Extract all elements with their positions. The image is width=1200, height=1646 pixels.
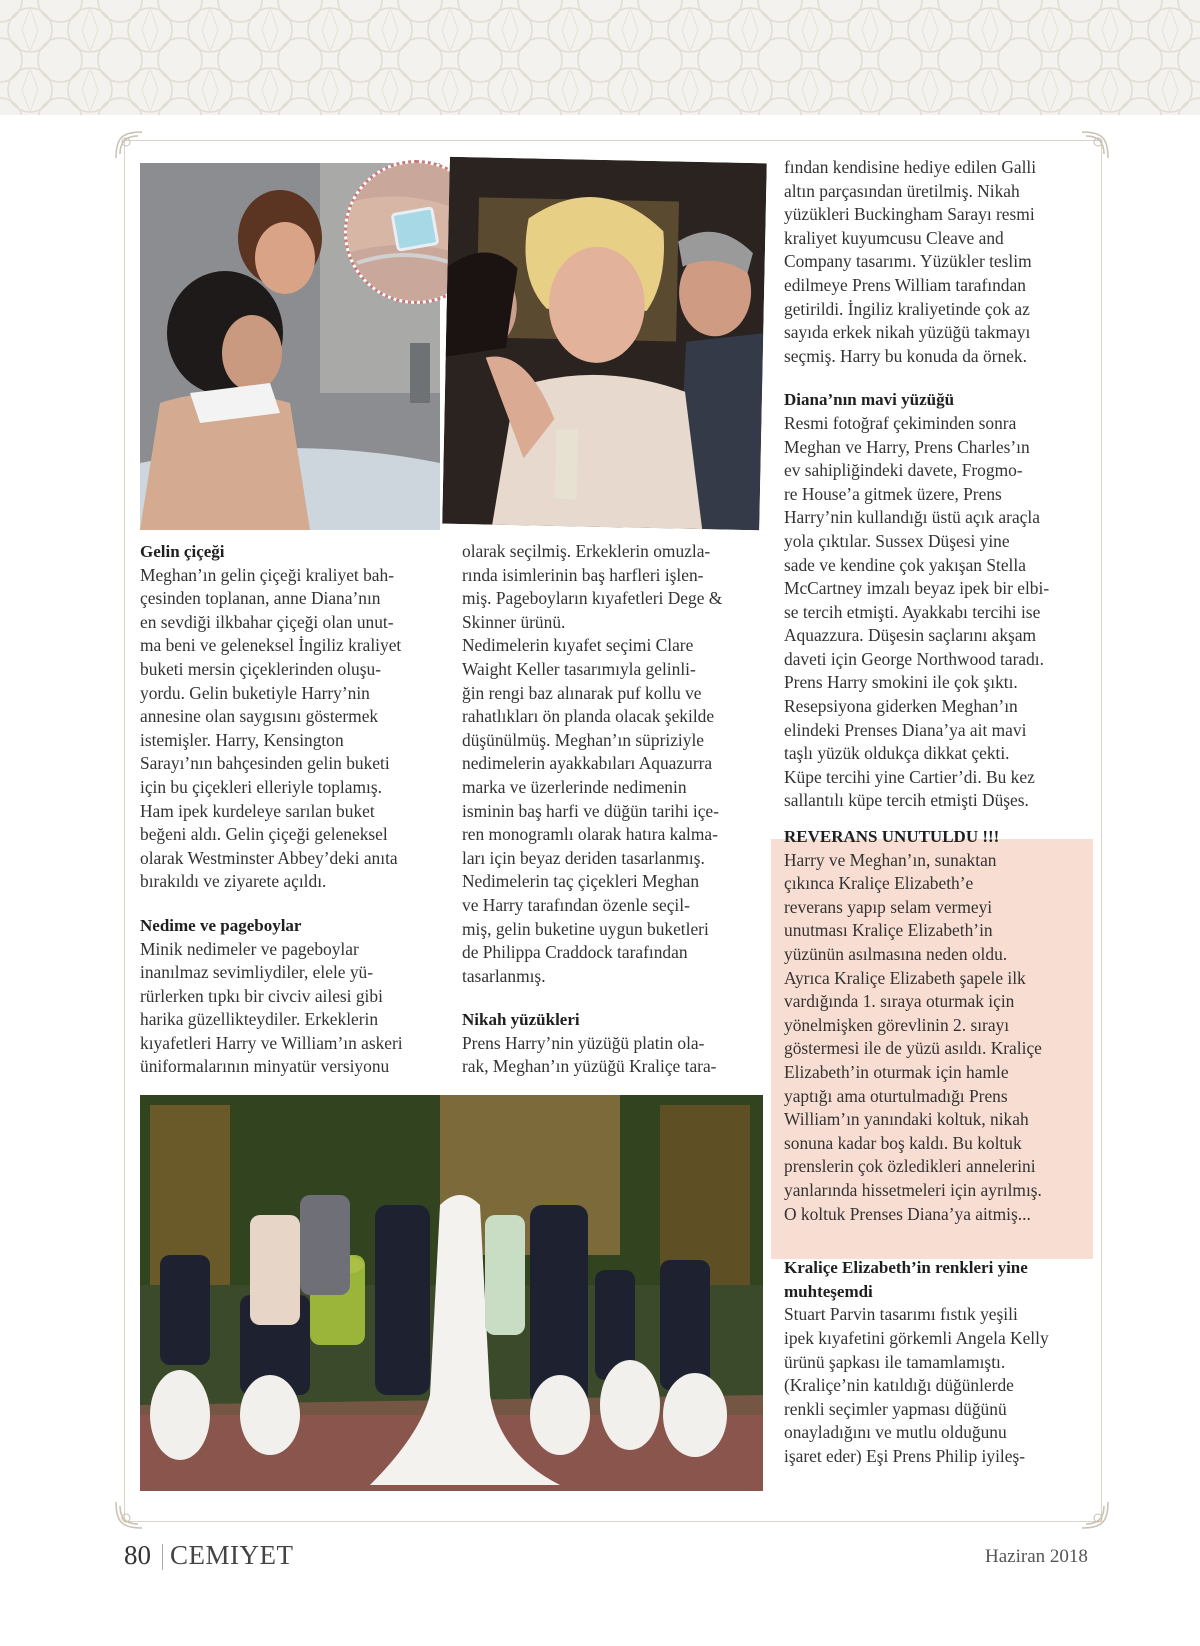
corner-ornament-icon (112, 1496, 148, 1532)
body-line: re House’a gitmek üzere, Prens (784, 483, 1002, 504)
body-line: Ham ipek kurdeleye sarılan buket (140, 800, 375, 821)
body-line: olarak Westminster Abbey’deki anıta (140, 847, 398, 868)
article-column-1 (140, 540, 440, 1079)
callout-line: çıkınca Kraliçe Elizabeth’e (784, 873, 974, 894)
body-line: Resepsiyona giderken Meghan’ın (784, 696, 1018, 717)
body-line: ürünü şapkası ile tamamlamıştı. (784, 1351, 1006, 1372)
body-line: Stuart Parvin tasarımı fıstık yeşili (784, 1304, 1018, 1325)
body-line: yola çıktılar. Sussex Düşesi yine (784, 530, 1010, 551)
body-line: Skinner ürünü. (462, 611, 566, 632)
body-line: buketi mersin çiçeklerinden oluşu- (140, 658, 381, 679)
body-line: ları için beyaz deriden tasarlanmış. (462, 847, 705, 868)
body-line: miş, gelin buketine uygun buketleri (462, 918, 709, 939)
body-line: marka ve üzerlerinde nedimenin (462, 776, 687, 797)
body-line: nedimelerin ayakkabıları Aquazurra (462, 753, 713, 774)
body-line: için bu çiçekleri elleriyle toplamış. (140, 776, 382, 797)
footer-divider (162, 1544, 163, 1570)
corner-ornament-icon (112, 128, 148, 164)
callout-line: göstermesi ile de yüzü asıldı. Kraliçe (784, 1038, 1042, 1059)
callout-line: Harry ve Meghan’ın, sunaktan (784, 849, 997, 870)
callout-line: prenslerin çok özledikleri annelerini (784, 1156, 1036, 1177)
corner-ornament-icon (1076, 1496, 1112, 1532)
section-heading-nedime: Nedime ve pageboylar (140, 915, 302, 935)
section-heading-diana-mavi-yuzuk: Diana’nın mavi yüzüğü (784, 390, 955, 410)
body-line: de Philippa Craddock tarafından (462, 942, 688, 963)
body-line: onayladığını ve mutlu olduğunu (784, 1422, 1007, 1443)
body-line: Waight Keller tasarımıyla gelinli- (462, 658, 696, 679)
body-line: rında isimlerinin baş harfleri işlen- (462, 564, 704, 585)
body-line: tasarlanmış. (462, 965, 546, 986)
body-line: seçmiş. Harry bu konuda da örnek. (784, 345, 1027, 366)
body-line: ve Harry tarafından özenle seçil- (462, 894, 690, 915)
body-line: taşlı yüzük oldukça dikkat çekti. (784, 743, 1010, 764)
section-heading-nikah-yuzukleri: Nikah yüzükleri (462, 1010, 580, 1030)
body-line: Nedimelerin taç çiçekleri Meghan (462, 871, 700, 892)
body-line: altın parçasından üretilmiş. Nikah (784, 180, 1020, 201)
body-line: getirildi. İngiliz kraliyetinde çok az (784, 298, 1030, 319)
article-column-3 (784, 156, 1084, 1468)
issue-date: Haziran 2018 (985, 1546, 1088, 1567)
body-line: Prens Harry’nin yüzüğü platin ola- (462, 1032, 705, 1053)
body-line: işaret eder) Eşi Prens Philip iyileş- (784, 1445, 1026, 1466)
body-line: ipek kıyafetini görkemli Angela Kelly (784, 1327, 1049, 1348)
body-line: üniformalarının minyatür versiyonu (140, 1056, 390, 1077)
callout-line: sonuna kadar boş kaldı. Bu koltuk (784, 1132, 1022, 1153)
body-line: kraliyet kuyumcusu Cleave and (784, 227, 1004, 248)
body-line: ma beni ve geleneksel İngiliz kraliyet (140, 635, 402, 656)
body-line: isminin baş harfi ve düğün tarihi içe- (462, 800, 719, 821)
body-line: en sevdiği ilkbahar çiçeği olan unut- (140, 611, 394, 632)
body-line: sade ve kendine çok yakışan Stella (784, 554, 1026, 575)
body-line: rahatlıkları ön planda olacak şekilde (462, 706, 715, 727)
body-line: ğin rengi baz alınarak puf kollu ve (462, 682, 702, 703)
callout-line: Elizabeth’in oturmak için hamle (784, 1061, 1009, 1082)
body-line: Company tasarımı. Yüzükler teslim (784, 251, 1032, 272)
callout-line: Ayrıca Kraliçe Elizabeth şapele ilk (784, 967, 1026, 988)
body-line: çesinden toplanan, anne Diana’nın (140, 588, 381, 609)
body-line: inanılmaz sevimliydiler, elele yü- (140, 962, 374, 983)
body-line: olarak seçilmiş. Erkeklerin omuzla- (462, 541, 711, 561)
callout-line: vardığında 1. sıraya oturmak için (784, 991, 1015, 1012)
diana-portrait-photo (442, 157, 767, 531)
callout-line: yaptığı ama oturtulmadığı Prens (784, 1085, 1008, 1106)
magazine-brand: CEMIYET (170, 1540, 294, 1570)
body-line: Harry’nin kullandığı üstü açık araçla (784, 507, 1040, 528)
body-line: yüzükleri Buckingham Sarayı resmi (784, 204, 1035, 225)
body-line: renkli seçimler yapması düğünü (784, 1398, 1007, 1419)
body-line: rak, Meghan’ın yüzüğü Kraliçe tara- (462, 1056, 717, 1077)
body-line: harika güzellikteydiler. Erkeklerin (140, 1009, 379, 1030)
body-line: kıyafetleri Harry ve William’ın askeri (140, 1032, 403, 1053)
body-line: edilmeye Prens William tarafından (784, 274, 1026, 295)
body-line: beğeni aldı. Gelin çiçeği geleneksel (140, 824, 388, 845)
body-line: miş. Pageboyların kıyafetleri Dege & (462, 588, 723, 609)
body-line: fından kendisine hediye edilen Galli (784, 157, 1037, 177)
section-heading-kralice-renkler: Kraliçe Elizabeth’in renkleri yine (784, 1258, 1028, 1278)
page-number: 80 (124, 1540, 151, 1570)
callout-line: reverans yapıp selam vermeyi (784, 896, 993, 917)
section-heading-kralice-renkler-2: muhteşemdi (784, 1281, 873, 1301)
body-line: (Kraliçe’nin katıldığı düğünlerde (784, 1375, 1014, 1396)
body-line: ev sahipliğindeki davete, Frogmo- (784, 460, 1023, 481)
body-line: Meghan’ın gelin çiçeği kraliyet bah- (140, 564, 394, 585)
body-line: Sarayı’nın bahçesinden gelin buketi (140, 753, 390, 774)
body-line: daveti için George Northwood taradı. (784, 648, 1044, 669)
body-line: Minik nedimeler ve pageboylar (140, 938, 359, 959)
body-line: rürlerken tıpkı bir civciv ailesi gibi (140, 985, 383, 1006)
body-line: sallantılı küpe tercih etmişti Düşes. (784, 790, 1029, 811)
article-column-2 (462, 540, 762, 1079)
body-line: annesine olan saygısını göstermek (140, 706, 379, 727)
callout-title: REVERANS UNUTULDU !!! (784, 827, 1000, 847)
callout-line: unutması Kraliçe Elizabeth’in (784, 920, 993, 941)
callout-line: yüzünün asılmasına neden oldu. (784, 944, 1008, 964)
body-line: se tercih etmişti. Ayakkabı tercihi ise (784, 601, 1041, 622)
body-line: sayıda erkek nikah yüzüğü takmayı (784, 322, 1031, 343)
body-line: ren monogramlı olarak hatıra kalma- (462, 824, 718, 845)
body-line: Aquazzura. Düşesin saçlarını akşam (784, 625, 1037, 646)
body-line: Prens Harry smokini ile çok şıktı. (784, 672, 1018, 693)
callout-line: yönelmişken görevlinin 2. sırayı (784, 1014, 1010, 1035)
callout-line: yanlarında hissetmeleri için ayrılmış. (784, 1179, 1042, 1200)
body-line: Meghan ve Harry, Prens Charles’ın (784, 436, 1030, 457)
section-heading-gelin-cicegi: Gelin çiçeği (140, 542, 225, 561)
body-line: yordu. Gelin buketiyle Harry’nin (140, 682, 370, 703)
body-line: McCartney imzalı beyaz ipek bir elbi- (784, 578, 1050, 599)
body-line: Resmi fotoğraf çekiminden sonra (784, 412, 1017, 433)
body-line: düşünülmüş. Meghan’ın süpriziyle (462, 729, 704, 750)
decorative-header-pattern (0, 0, 1200, 115)
body-line: Nedimelerin kıyafet seçimi Clare (462, 635, 694, 656)
body-line: elindeki Prenses Diana’ya ait mavi (784, 719, 1027, 740)
body-line: istemişler. Harry, Kensington (140, 729, 344, 750)
royal-family-portrait-photo (140, 1095, 763, 1491)
body-line: bırakıldı ve ziyarete açıldı. (140, 871, 327, 892)
callout-line: O koltuk Prenses Diana’ya aitmiş... (784, 1203, 1031, 1224)
callout-line: William’ın yanındaki koltuk, nikah (784, 1109, 1029, 1130)
body-line: Küpe tercihi yine Cartier’di. Bu kez (784, 766, 1035, 787)
